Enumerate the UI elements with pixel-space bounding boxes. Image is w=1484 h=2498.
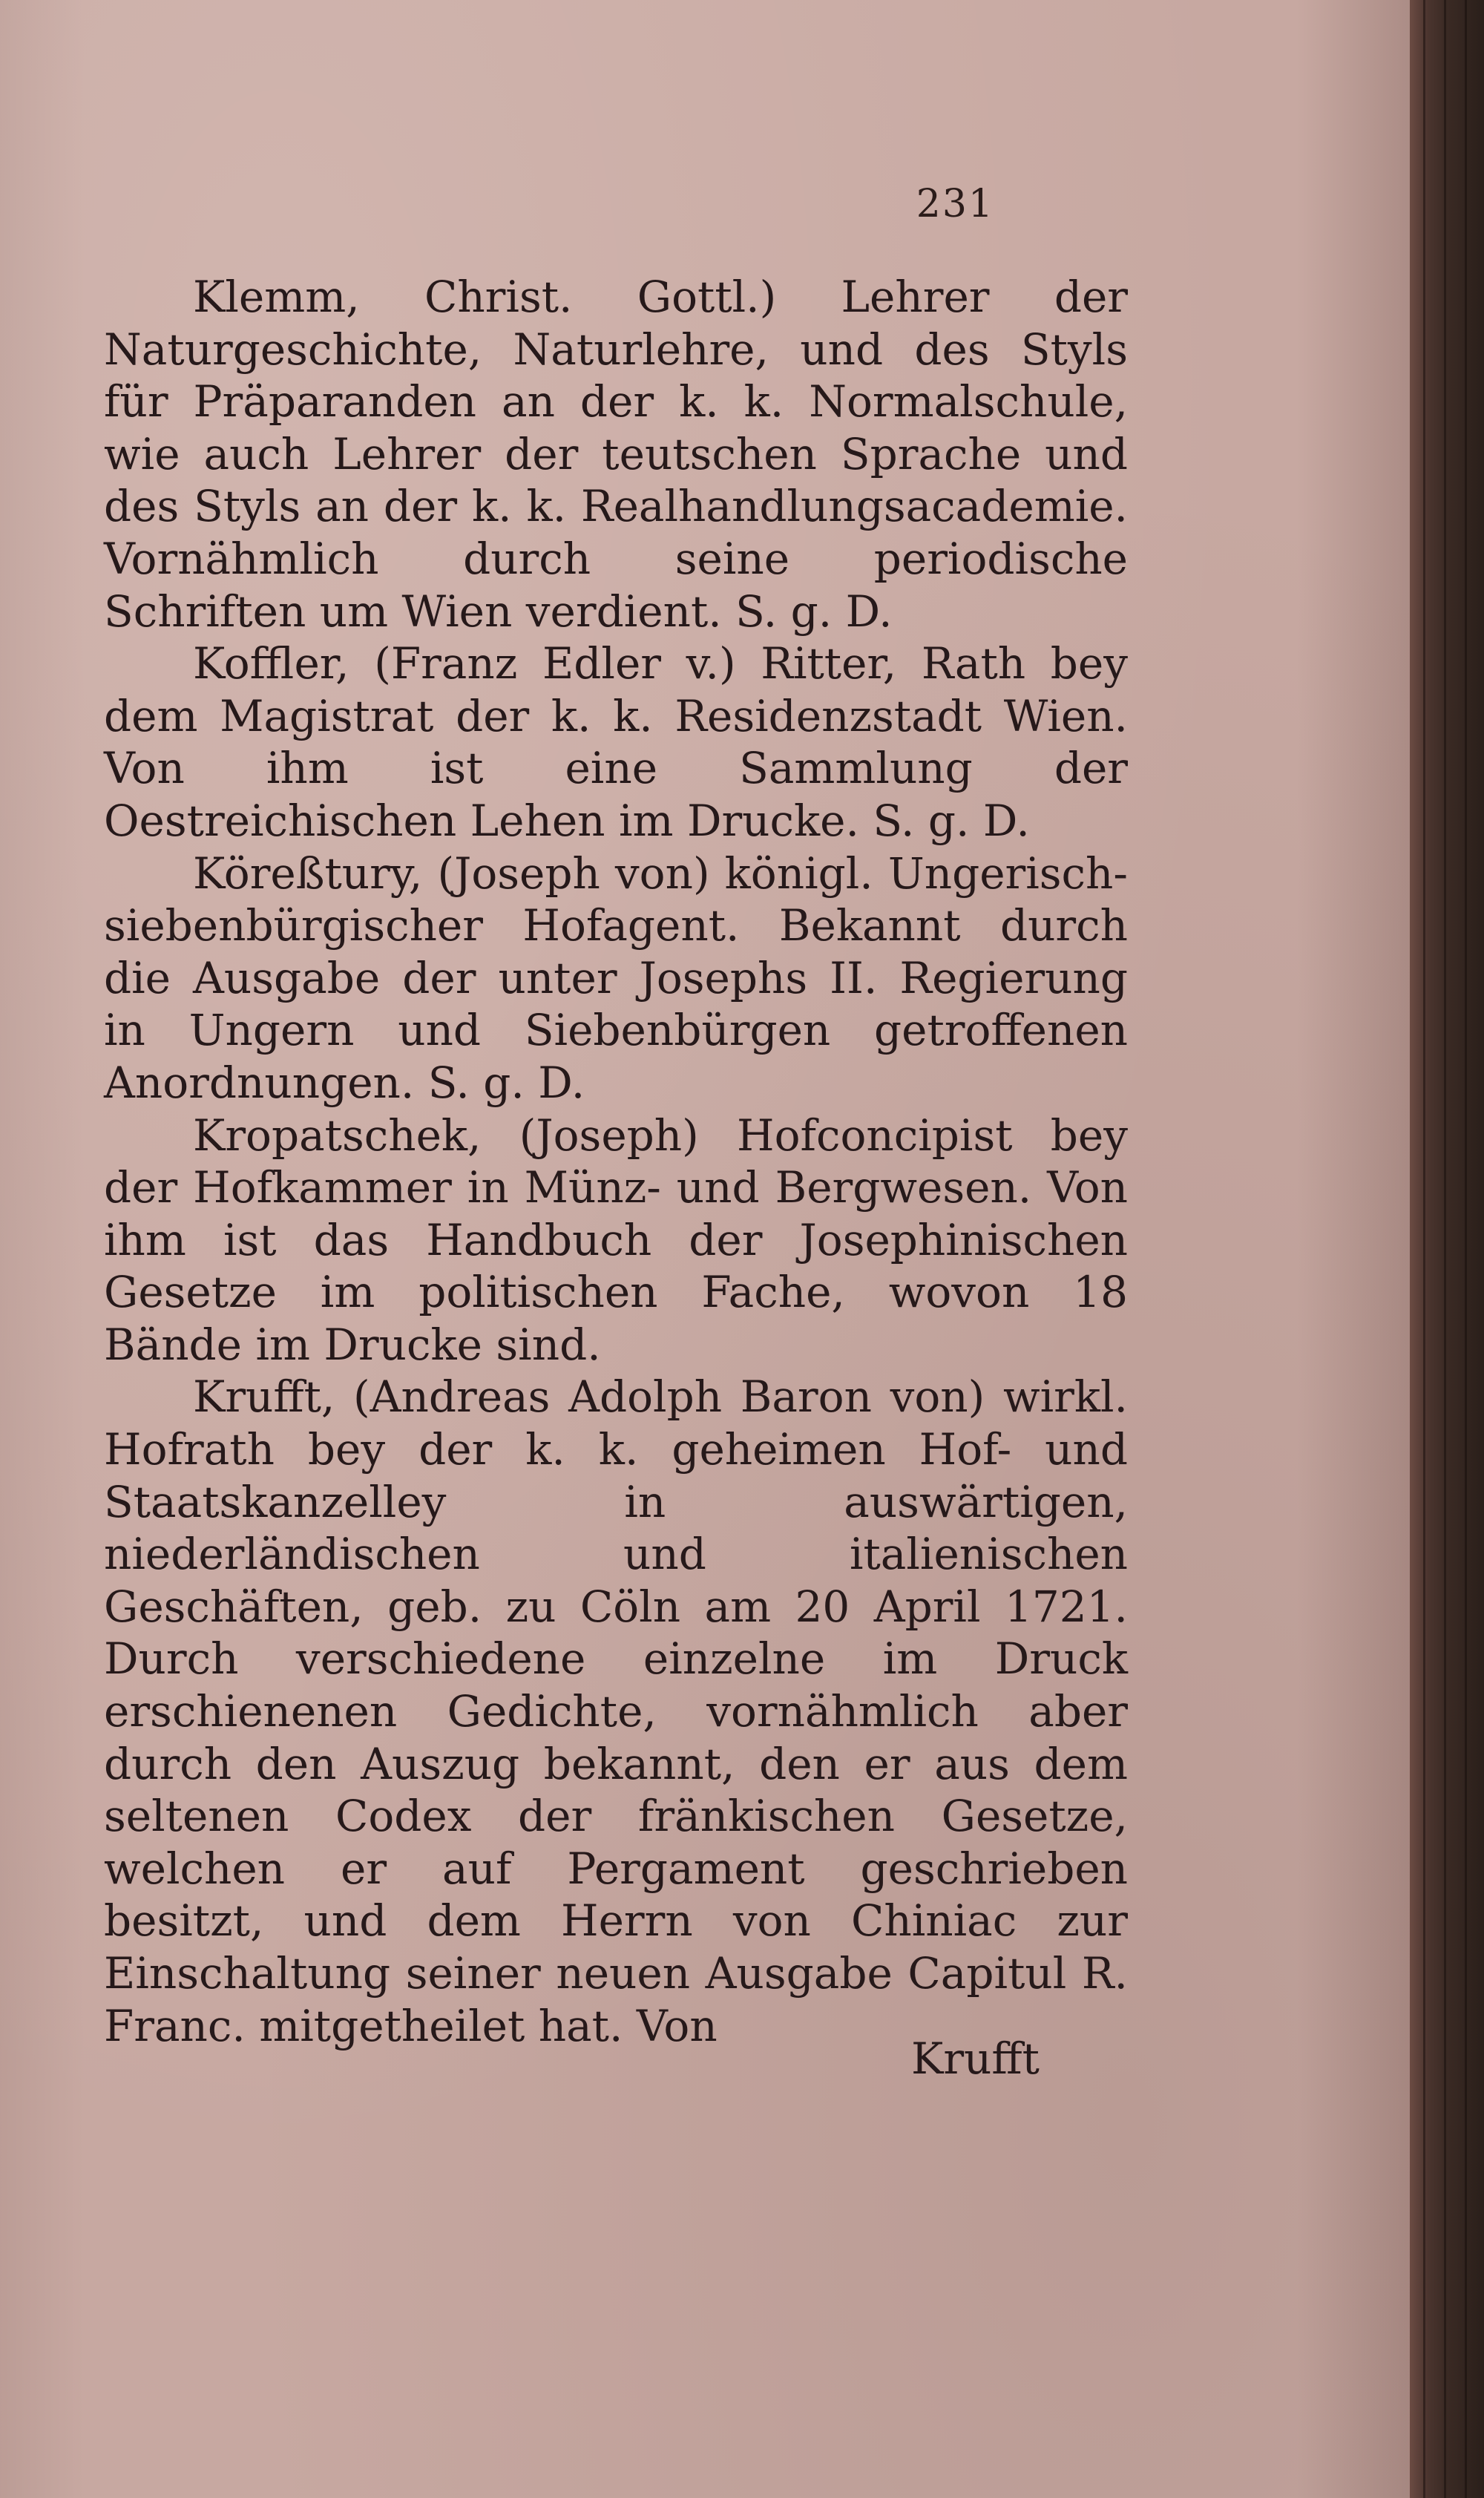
entry-koresztury: Köreßtury, (Joseph von) königl. Ungerisch-siebenbürgischer Hofagent. Bekannt durch die Ausgabe der unter Josephs II. Regierung in Ungern und Siebenbürgen getroffenen Anordnungen. S. g. D. bbox=[104, 848, 1128, 1108]
page-body bbox=[104, 271, 1128, 2052]
edge-line bbox=[1423, 0, 1425, 2498]
catchword: Krufft bbox=[911, 2033, 1040, 2084]
entry-klemm: Klemm, Christ. Gottl.) Lehrer der Naturgeschichte, Naturlehre, und des Styls für Präparanden an der k. k. Normalschule, wie auch Lehrer der teutschen Sprache und des Styls an der k. k. Realhandlungsacademie. Vornähmlich durch seine periodische Schriften um Wien verdient. S. g. D. bbox=[104, 272, 1128, 637]
entry-koffler: Koffler, (Franz Edler v.) Ritter, Rath bey dem Magistrat der k. k. Residenzstadt Wien. Von ihm ist eine Sammlung der Oestreichischen Lehen im Drucke. S. g. D. bbox=[104, 638, 1128, 846]
book-edge bbox=[1410, 0, 1484, 2498]
entry-krufft: Krufft, (Andreas Adolph Baron von) wirkl. Hofrath bey der k. k. geheimen Hof- und Staatskanzelley in auswärtigen, niederländischen und italienischen Geschäften, geb. zu Cöln am 20 April 1721. Durch verschiedene einzelne im Druck erschienenen Gedichte, vornähmlich aber durch den Auszug bekannt, den er aus dem seltenen Codex der fränkischen Gesetze, welchen er auf Pergament geschrieben besitzt, und dem Herrn von Chiniac zur Einschaltung seiner neuen Ausgabe Capitul R. Franc. mitgetheilet hat. Von bbox=[104, 1371, 1128, 2051]
edge-line bbox=[1465, 0, 1467, 2498]
entry-kropatschek: Kropatschek, (Joseph) Hofconcipist bey der Hofkammer in Münz- und Bergwesen. Von ihm ist das Handbuch der Josephinischen Gesetze im politischen Fache, wovon 18 Bände im Drucke sind. bbox=[104, 1109, 1128, 1370]
page-number: 231 bbox=[916, 182, 994, 226]
edge-line bbox=[1444, 0, 1446, 2498]
